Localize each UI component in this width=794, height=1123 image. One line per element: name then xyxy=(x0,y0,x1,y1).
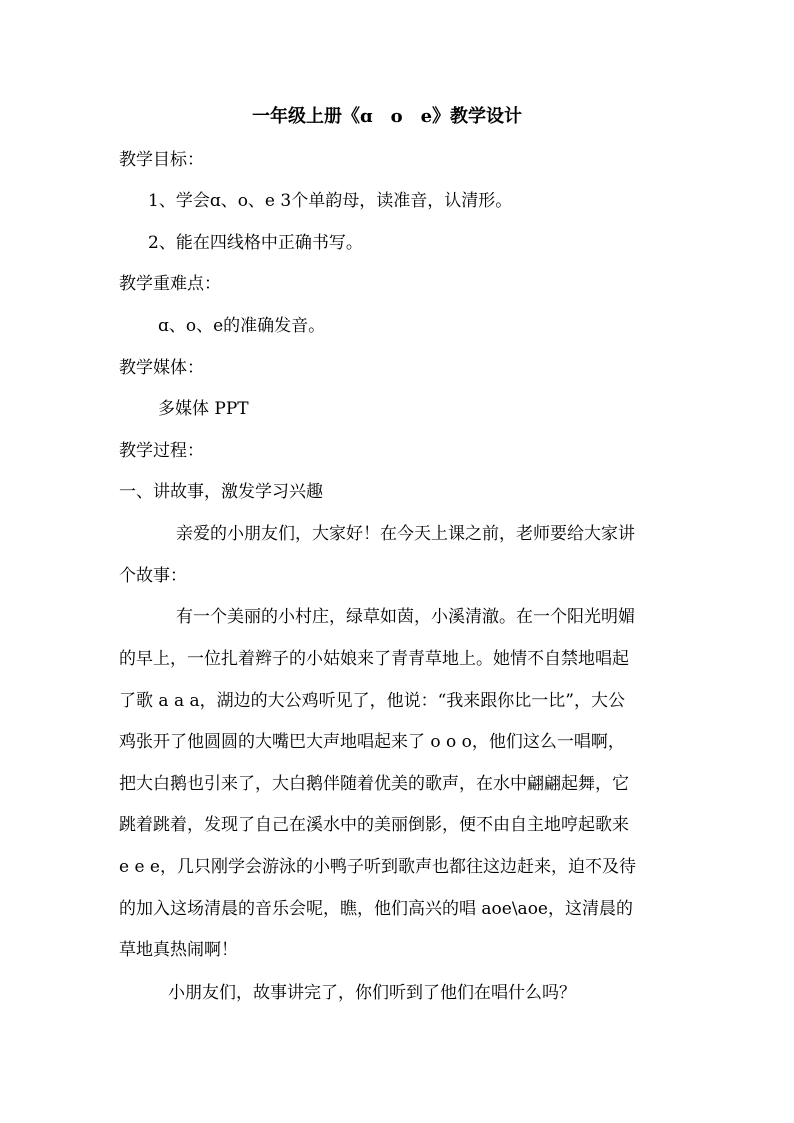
story-line: 草地真热闹啊！ xyxy=(119,940,238,960)
key-points-heading: 教学重难点： xyxy=(119,274,221,294)
key-points-text: ɑ、o、e的准确发音。 xyxy=(158,316,326,336)
story-line: 了歌 a a a，湖边的大公鸡听见了，他说：“我来跟你比一比”，大公 xyxy=(119,691,625,711)
story-line: 的加入这场清晨的音乐会呢，瞧，他们高兴的唱 aoe\aoe，这清晨的 xyxy=(119,899,633,919)
section-heading: 一、讲故事，激发学习兴趣 xyxy=(119,482,323,502)
closing-line: 小朋友们，故事讲完了，你们听到了他们在唱什么吗？ xyxy=(168,983,576,1003)
story-line: 跳着跳着，发现了自己在溪水中的美丽倒影，便不由自主地哼起歌来 xyxy=(119,815,629,835)
media-text: 多媒体 PPT xyxy=(158,399,249,419)
story-line: 的早上，一位扎着辫子的小姑娘来了青青草地上。她情不自禁地唱起 xyxy=(119,649,629,669)
intro-line: 亲爱的小朋友们，大家好！在今天上课之前，老师要给大家讲 xyxy=(176,524,635,544)
process-heading: 教学过程： xyxy=(119,441,204,461)
story-line: 鸡张开了他圆圆的大嘴巴大声地唱起来了 o o o，他们这么一唱啊， xyxy=(119,732,625,752)
intro-line: 个故事： xyxy=(119,566,187,586)
objectives-heading: 教学目标： xyxy=(119,150,204,170)
objective-item: 1、学会ɑ、o、e 3个单韵母，读准音，认清形。 xyxy=(148,191,513,211)
story-line: 把大白鹅也引来了，大白鹅伴随着优美的歌声，在水中翩翩起舞，它 xyxy=(119,774,629,794)
story-line: 有一个美丽的小村庄，绿草如茵，小溪清澈。在一个阳光明媚 xyxy=(176,607,635,627)
story-line: e e e，几只刚学会游泳的小鸭子听到歌声也都往这边赶来，迫不及待 xyxy=(119,857,636,877)
document-title: 一年级上册《ɑ o e》教学设计 xyxy=(252,106,523,127)
media-heading: 教学媒体： xyxy=(119,358,204,378)
objective-item: 2、能在四线格中正确书写。 xyxy=(148,233,363,253)
